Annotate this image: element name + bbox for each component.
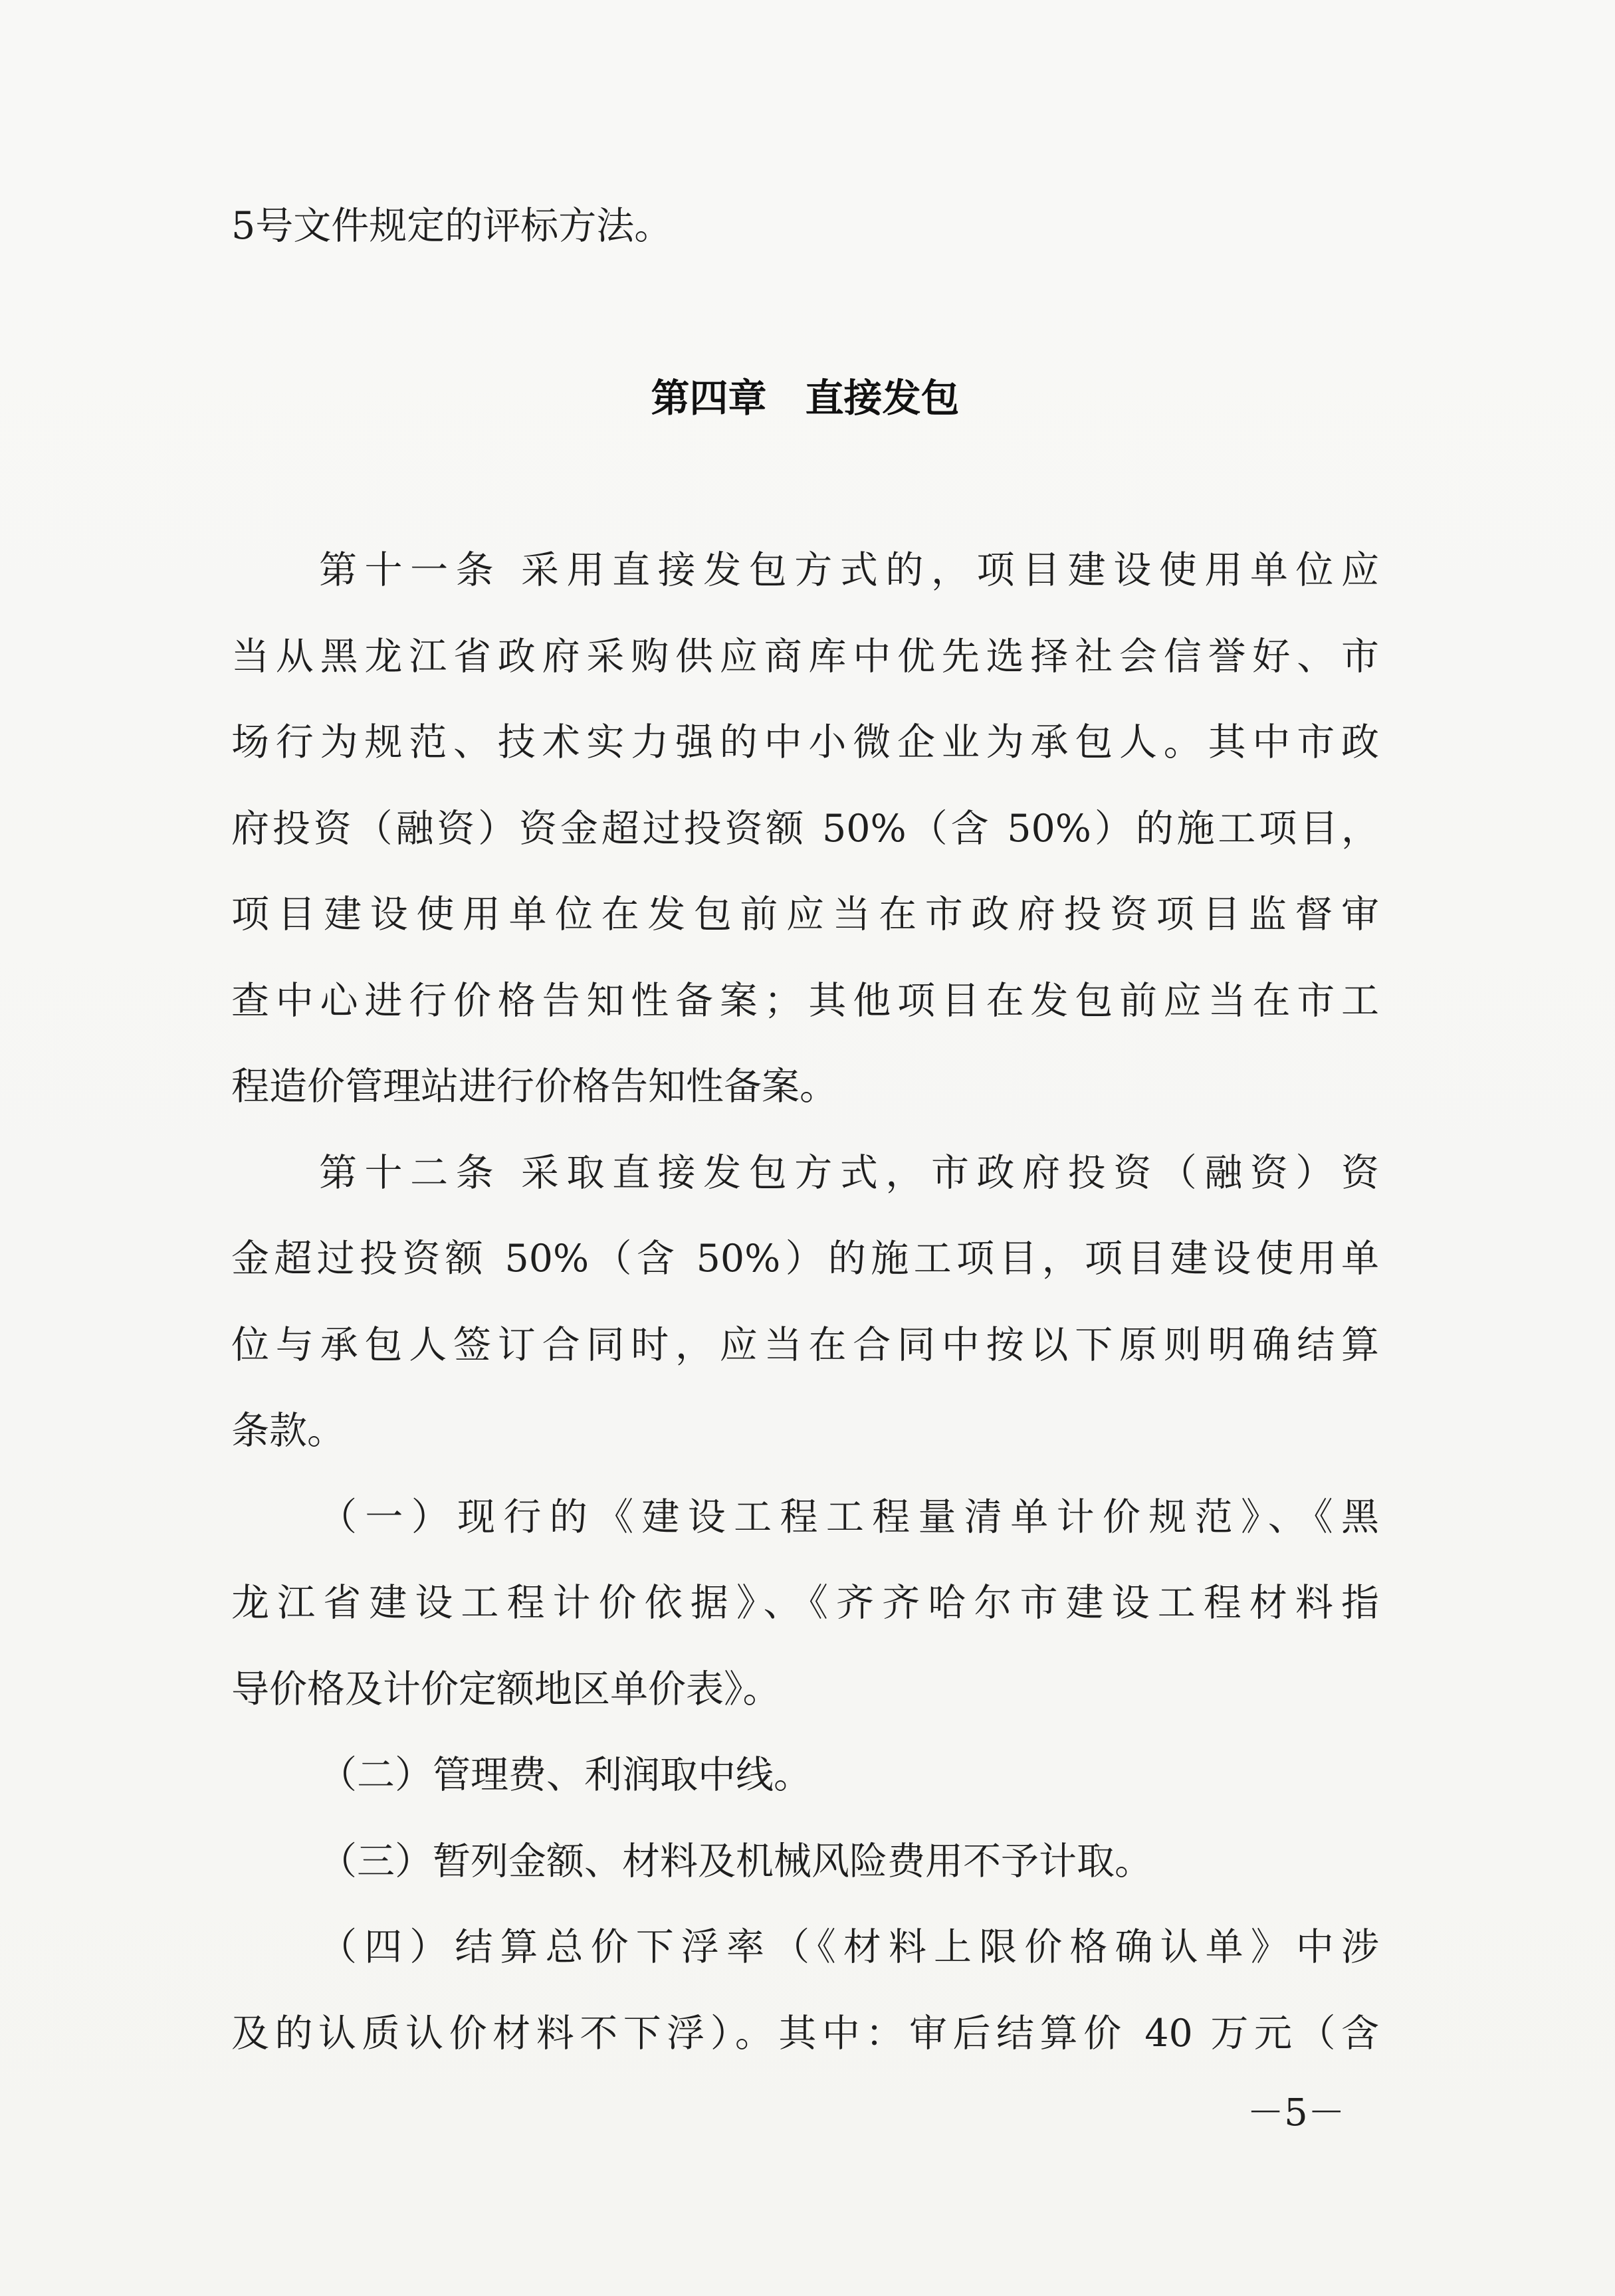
clause-item-4 — [231, 1905, 1379, 2077]
chapter-heading: 第四章 直接发包 — [651, 375, 960, 421]
clause-item-3 — [231, 1819, 1379, 1905]
body-text-line: （一）现行的《建设工程工程量清单计价规范》、《黑 — [319, 1495, 1379, 1539]
article-11-paragraph — [231, 528, 1379, 1130]
body-text-line: （四）结算总价下浮率（《材料上限价格确认单》中涉 — [319, 1925, 1379, 1969]
article-12-paragraph — [231, 1130, 1379, 1475]
body-text-line: 当从黑龙江省政府采购供应商库中优先选择社会信誉好、市 — [231, 634, 1379, 678]
body-text-line: 府投资（融资）资金超过投资额 50%（含 50%）的施工项目， — [231, 806, 1379, 851]
body-text-line: 金超过投资额 50%（含 50%）的施工项目，项目建设使用单 — [231, 1237, 1379, 1281]
clause-item-2 — [231, 1732, 1379, 1819]
body-text-line: （三）暂列金额、材料及机械风险费用不予计取。 — [319, 1839, 1152, 1883]
body-text-line: 第十一条 采用直接发包方式的，项目建设使用单位应 — [319, 548, 1379, 592]
body-text-line: 第十二条 采取直接发包方式，市政府投资（融资）资 — [319, 1150, 1379, 1195]
body-text-line: 位与承包人签订合同时，应当在合同中按以下原则明确结算 — [231, 1322, 1379, 1367]
page-number: －5－ — [1247, 2091, 1345, 2135]
body-text-line: 项目建设使用单位在发包前应当在市政府投资项目监督审 — [231, 892, 1379, 936]
body-text-line: 龙江省建设工程计价依据》、《齐齐哈尔市建设工程材料指 — [231, 1581, 1379, 1625]
body-text-line: 条款。 — [231, 1409, 345, 1453]
body-text-line: 场行为规范、技术实力强的中小微企业为承包人。其中市政 — [231, 720, 1379, 764]
body-text-line: 导价格及计价定额地区单价表》。 — [231, 1667, 781, 1711]
document-body — [231, 183, 1379, 2077]
clause-item-1 — [231, 1475, 1379, 1733]
body-text-line: （二）管理费、利润取中线。 — [319, 1753, 811, 1797]
body-text-line: 及的认质认价材料不下浮）。其中：审后结算价 40 万元（含 — [231, 2011, 1379, 2055]
body-text-line: 查中心进行价格告知性备案；其他项目在发包前应当在市工 — [231, 978, 1379, 1023]
continuation-line: 5号文件规定的评标方法。 — [231, 204, 673, 248]
body-text-line: 程造价管理站进行价格告知性备案。 — [231, 1065, 837, 1108]
